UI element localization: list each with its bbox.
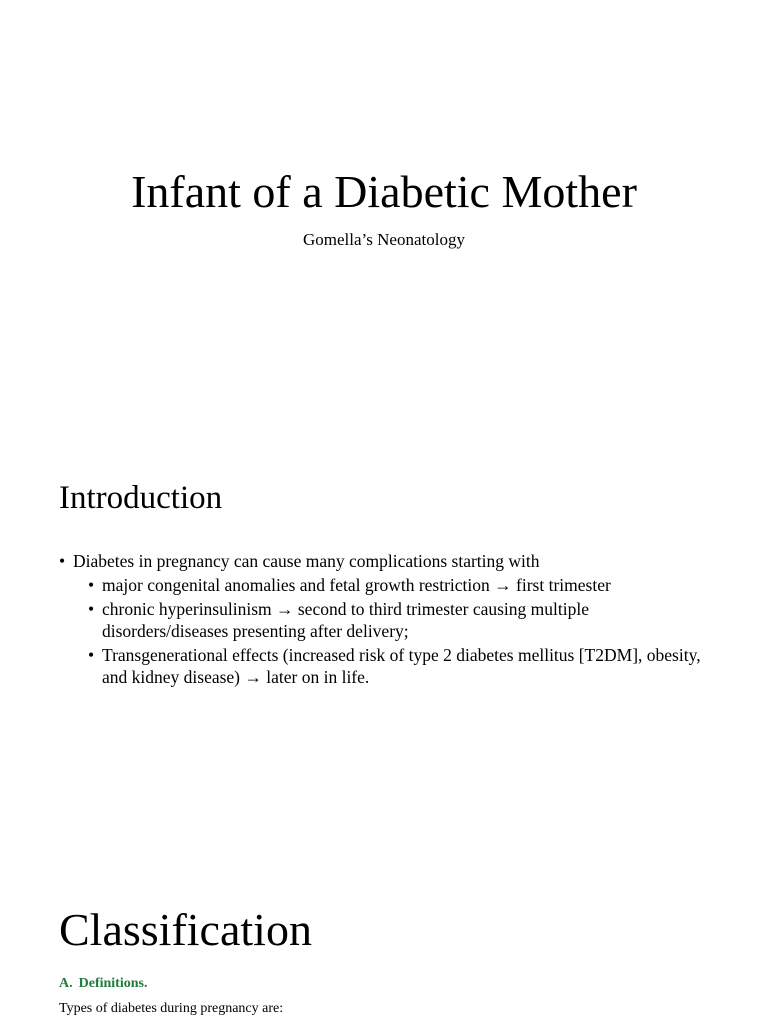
title-slide — [0, 0, 768, 432]
classification-slide — [0, 864, 768, 1024]
presentation-title: Infant of a Diabetic Mother — [131, 166, 637, 217]
introduction-slide — [0, 432, 768, 864]
section-title: Definitions. — [78, 976, 148, 991]
sub-bullet-list — [73, 574, 709, 688]
introduction-heading: Introduction — [59, 480, 223, 516]
definitions-section-label — [59, 975, 147, 993]
bullet-dot-icon: • — [59, 551, 66, 571]
sub-bullet-item — [88, 598, 709, 642]
presentation-subtitle: Gomella’s Neonatology — [303, 230, 465, 249]
sub-bullet-item — [88, 574, 709, 596]
sub-bullet-item — [88, 644, 709, 688]
bullet-dot-icon: • — [88, 645, 95, 665]
definitions-body-text: Types of diabetes during pregnancy are: — [59, 1001, 284, 1016]
section-letter: A. — [59, 976, 73, 991]
bullet-item — [59, 550, 709, 688]
bullet-dot-icon: • — [88, 599, 95, 619]
bullet-text: Diabetes in pregnancy can cause many complications starting with — [73, 551, 540, 571]
classification-heading: Classification — [59, 904, 312, 955]
sub-bullet-text: chronic hyperinsulinism → second to third trimester causing multiple disorders/diseases presenting after delivery; — [102, 599, 589, 641]
bullet-dot-icon: • — [88, 575, 95, 595]
sub-bullet-text: Transgenerational effects (increased risk of type 2 diabetes mellitus [T2DM], obesity, and kidney disease) → later on in life. — [102, 645, 701, 687]
introduction-bullet-list — [59, 550, 709, 690]
sub-bullet-text: major congenital anomalies and fetal growth restriction → first trimester — [102, 575, 611, 595]
